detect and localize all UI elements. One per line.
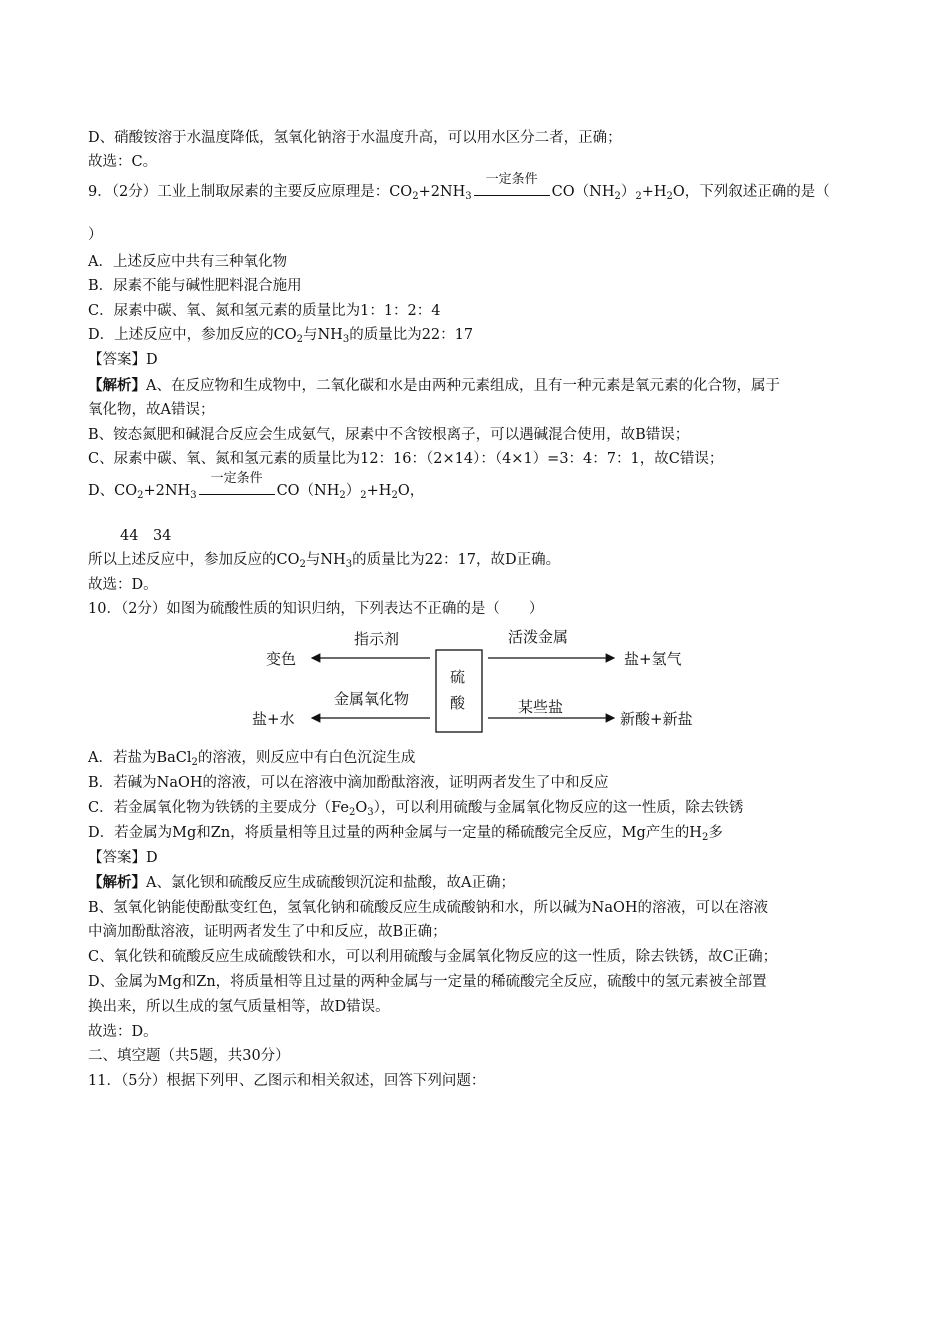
question-11-stem: 11．（5分）根据下列甲、乙图示和相关叙述，回答下列问题： (88, 1073, 486, 1089)
diagram-center-top: 硫 (450, 668, 466, 686)
text-line: ） (88, 227, 103, 243)
result-color-change: 变色 (266, 650, 297, 668)
reaction-condition-arrow: 一定条件 (199, 481, 275, 501)
label-some-salts: 某些盐 (518, 698, 564, 716)
explanation-line: 【解析】A、氯化钡和硫酸反应生成硫酸钡沉淀和盐酸，故A正确； (88, 874, 515, 891)
answer: 【答案】D (88, 850, 158, 866)
text-line: 故选：C。 (88, 154, 158, 170)
option-c: C．若金属氧化物为铁锈的主要成分$(Fe_2O_3)$，可以利用硫酸与金属氧化物反应的这一性质，除去铁锈 (88, 800, 744, 818)
acid-box (436, 650, 482, 732)
option-d: D．若金属为Mg和Zn，将质量相等且过量的两种金属与一定量的稀硫酸完全反应，Mg产生的$H_2$多 (88, 825, 723, 843)
explanation-line: D、金属为Mg和Zn，将质量相等且过量的两种金属与一定量的稀硫酸完全反应，硫酸中的氢元素被全部置 (88, 974, 767, 990)
label-metal-oxide: 金属氧化物 (334, 690, 410, 708)
option-d: D．上述反应中，参加反应的$CO_2$与$NH_3$的质量比为22：17 (88, 327, 474, 345)
result-salt-hydrogen: 盐+氢气 (624, 650, 682, 668)
option-b: B．尿素不能与碱性肥料混合施用 (88, 278, 302, 294)
option-a: A．若盐为BaCl$_2$的溶液，则反应中有白色沉淀生成 (88, 750, 416, 768)
text-line: 故选：D。 (88, 1024, 158, 1040)
diagram-center-bottom: 酸 (450, 694, 466, 712)
explanation-line: 所以上述反应中，参加反应的$CO_2$与$NH_3$的质量比为22：17，故D正确。 (88, 552, 561, 570)
result-new-acid-salt: 新酸+新盐 (620, 710, 693, 728)
explanation-line: 换出来，所以生成的氢气质量相等，故D错误。 (88, 999, 390, 1015)
reaction-condition-arrow: 一定条件 (474, 182, 550, 202)
option-a: A．上述反应中共有三种氧化物 (88, 254, 287, 270)
molar-mass-values: 44 34 (120, 528, 172, 544)
explanation-line: C、氧化铁和硫酸反应生成硫酸铁和水，可以利用硫酸与金属氧化物反应的这一性质，除去铁锈，故C正确； (88, 949, 778, 965)
explanation-line: C、尿素中碳、氧、氮和氢元素的质量比为12：16：（2×14）：（4×1）=3：4：7：1，故C错误； (88, 451, 724, 467)
question-9-stem: 9．（2分）工业上制取尿素的主要反应原理是：$CO_2+2NH_3$ 一定条件 $CO(NH_2)_2+H_2O$，下列叙述正确的是（ (88, 172, 830, 202)
section-heading: 二、填空题（共5题，共30分） (88, 1048, 290, 1064)
option-b: B．若碱为NaOH的溶液，可以在溶液中滴加酚酞溶液，证明两者发生了中和反应 (88, 775, 609, 791)
option-c: C．尿素中碳、氧、氮和氢元素的质量比为1：1：2：4 (88, 303, 441, 319)
explanation-line: B、铵态氮肥和碱混合反应会生成氨气，尿素中不含铵根离子，可以遇碱混合使用，故B错误； (88, 427, 690, 443)
label-active-metal: 活泼金属 (508, 628, 569, 646)
explanation-line: B、氢氧化钠能使酚酞变红色，氢氧化钠和硫酸反应生成硫酸钠和水，所以碱为NaOH的溶液，可以在溶液 (88, 900, 769, 916)
question-10-stem: 10．（2分）如图为硫酸性质的知识归纳，下列表达不正确的是（ ） (88, 601, 544, 617)
result-salt-water: 盐+水 (252, 710, 295, 728)
explanation-line: 氧化物，故A错误； (88, 402, 215, 418)
explanation-line: 【解析】A、在反应物和生成物中，二氧化碳和水是由两种元素组成，且有一种元素是氧元素的化合物，属于 (88, 377, 780, 394)
explanation-line: 中滴加酚酞溶液，证明两者发生了中和反应，故B正确； (88, 924, 447, 940)
text-line: D、硝酸铵溶于水温度降低，氢氧化钠溶于水温度升高，可以用水区分二者，正确； (88, 130, 622, 146)
explanation-equation: D、$CO_2+2NH_3$ 一定条件 $CO(NH_2)_2+H_2O$， (88, 471, 425, 501)
label-indicator: 指示剂 (354, 630, 400, 648)
sulfuric-acid-properties-diagram (250, 620, 710, 740)
answer: 【答案】D (88, 352, 158, 368)
text-line: 故选：D。 (88, 577, 158, 593)
